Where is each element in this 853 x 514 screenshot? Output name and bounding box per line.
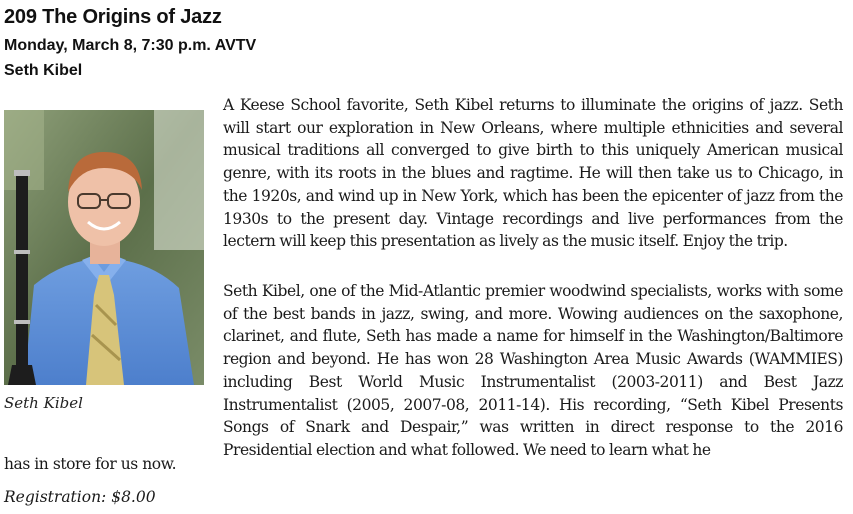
- description-paragraph-2-tail: has in store for us now.: [4, 455, 177, 473]
- event-presenter: Seth Kibel: [4, 62, 83, 79]
- event-title: 209 The Origins of Jazz: [4, 6, 222, 28]
- photo-caption: Seth Kibel: [4, 394, 83, 412]
- event-datetime: Monday, March 8, 7:30 p.m. AVTV: [4, 37, 257, 54]
- description-paragraph-1: A Keese School favorite, Seth Kibel returns to illuminate the origins of jazz. Seth will start our exploration in New Orleans, where multiple ethnicities and several musical traditions all converged to give birth to this uniquely American musical genre, with its roots in the blues and ragtime. He will then take us to Chicago, in the 1920s, and wind up in New York, which has been the epicenter of jazz from the 1930s to the present day. Vintage recordings and live performances from the lectern will keep this presentation as lively as the music itself. Enjoy the trip.: [223, 96, 843, 251]
- portrait-photo-icon: [4, 110, 204, 385]
- registration-fee: Registration: $8.00: [4, 488, 156, 506]
- presenter-photo: [4, 110, 204, 385]
- description-paragraph-2: Seth Kibel, one of the Mid-Atlantic premier woodwind specialists, works with some of the best bands in jazz, swing, and more. Wowing audiences on the saxophone, clarinet, and flute, Seth has made a name for himself in the Washington/Baltimore region and beyond. He has won 28 Washington Area Music Awards (WAMMIES) including Best World Music Instrumentalist (2003-2011) and Best Jazz Instrumentalist (2005, 2007-08, 2011-14). His recording, “Seth Kibel Presents Songs of Snark and Despair,” was written in direct response to the 2016 Presidential election and what followed. We need to learn what he: [223, 282, 843, 459]
